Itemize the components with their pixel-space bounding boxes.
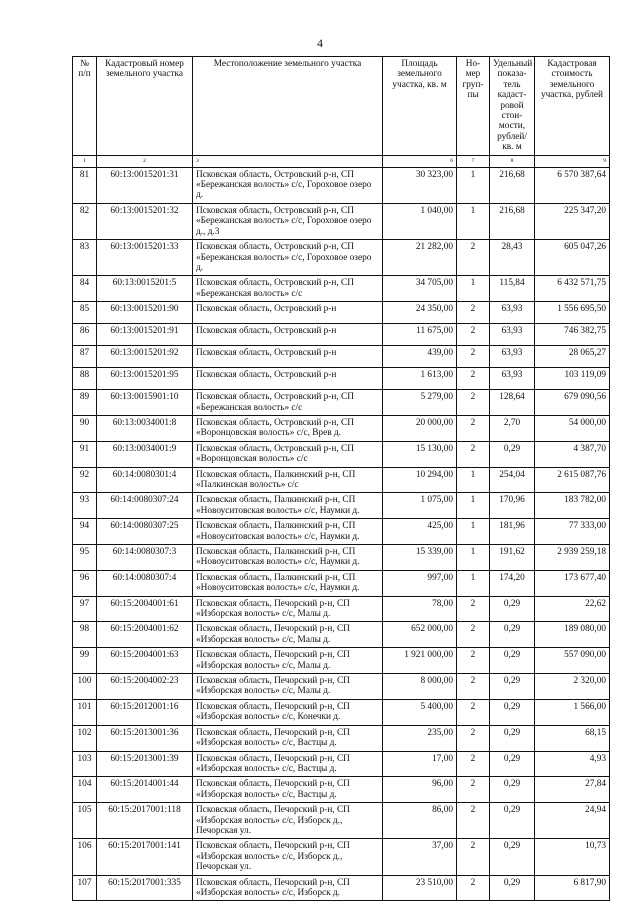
group-number-cell: 1 xyxy=(457,167,490,203)
group-number-cell: 2 xyxy=(457,346,490,368)
location-cell: Псковская область, Печорский р-н, СП «Изборская волость» с/с, Малы д. xyxy=(193,674,383,700)
row-number-cell: 100 xyxy=(73,674,97,700)
location-cell: Псковская область, Палкинский р-н, СП «Новоуситовская волость» с/с, Наумки д. xyxy=(193,493,383,519)
area-cell: 20 000,00 xyxy=(383,415,457,441)
cadastral-value-cell: 2 615 087,76 xyxy=(535,467,610,493)
area-cell: 652 000,00 xyxy=(383,622,457,648)
cadastral-value-cell: 6 570 387,64 xyxy=(535,167,610,203)
specific-value-cell: 0,29 xyxy=(490,777,535,803)
row-number-cell: 96 xyxy=(73,570,97,596)
cadastral-number-cell: 60:13:0015201:90 xyxy=(97,302,193,324)
specific-value-cell: 63,93 xyxy=(490,302,535,324)
table-row xyxy=(73,751,610,777)
group-number-cell: 1 xyxy=(457,519,490,545)
table-body xyxy=(73,167,610,901)
column-index: 1 xyxy=(73,155,97,167)
specific-value-cell: 216,68 xyxy=(490,203,535,239)
group-number-cell: 2 xyxy=(457,839,490,875)
row-number-cell: 81 xyxy=(73,167,97,203)
location-cell: Псковская область, Печорский р-н, СП «Изборская волость» с/с, Изборск д., Печорская ул. xyxy=(193,839,383,875)
specific-value-cell: 0,29 xyxy=(490,622,535,648)
table-row xyxy=(73,725,610,751)
group-number-cell: 2 xyxy=(457,390,490,416)
location-cell: Псковская область, Печорский р-н, СП «Изборская волость» с/с, Вастцы д. xyxy=(193,725,383,751)
row-number-cell: 106 xyxy=(73,839,97,875)
table-row xyxy=(73,493,610,519)
header-cadastral-value: Кадастровая стоимость земельного участка, рублей xyxy=(535,57,610,156)
specific-value-cell: 0,29 xyxy=(490,441,535,467)
location-cell: Псковская область, Островский р-н xyxy=(193,324,383,346)
group-number-cell: 2 xyxy=(457,240,490,276)
area-cell: 23 510,00 xyxy=(383,875,457,901)
cadastral-number-cell: 60:14:0080307:25 xyxy=(97,519,193,545)
cadastral-value-cell: 746 382,75 xyxy=(535,324,610,346)
table-row xyxy=(73,302,610,324)
cadastral-number-cell: 60:13:0015901:10 xyxy=(97,390,193,416)
cadastral-number-cell: 60:15:2004001:63 xyxy=(97,648,193,674)
cadastral-value-cell: 1 556 695,50 xyxy=(535,302,610,324)
area-cell: 15 339,00 xyxy=(383,545,457,571)
row-number-cell: 107 xyxy=(73,875,97,901)
cadastral-number-cell: 60:13:0034001:9 xyxy=(97,441,193,467)
group-number-cell: 2 xyxy=(457,674,490,700)
specific-value-cell: 174,20 xyxy=(490,570,535,596)
row-number-cell: 93 xyxy=(73,493,97,519)
cadastral-value-cell: 1 566,00 xyxy=(535,699,610,725)
cadastral-value-cell: 68,15 xyxy=(535,725,610,751)
group-number-cell: 2 xyxy=(457,803,490,839)
cadastral-number-cell: 60:15:2013001:36 xyxy=(97,725,193,751)
table-row xyxy=(73,324,610,346)
group-number-cell: 2 xyxy=(457,875,490,901)
area-cell: 5 400,00 xyxy=(383,699,457,725)
table-row xyxy=(73,545,610,571)
location-cell: Псковская область, Печорский р-н, СП «Изборская волость» с/с, Изборск д., Печорская ул. xyxy=(193,803,383,839)
location-cell: Псковская область, Островский р-н xyxy=(193,368,383,390)
location-cell: Псковская область, Палкинский р-н, СП «Новоуситовская волость» с/с, Наумки д. xyxy=(193,570,383,596)
location-cell: Псковская область, Печорский р-н, СП «Изборская волость» с/с, Вастцы д. xyxy=(193,751,383,777)
cadastral-value-table xyxy=(72,56,610,901)
group-number-cell: 2 xyxy=(457,648,490,674)
location-cell: Псковская область, Печорский р-н, СП «Изборская волость» с/с, Изборск д. xyxy=(193,875,383,901)
table-row xyxy=(73,839,610,875)
group-number-cell: 2 xyxy=(457,324,490,346)
table-row xyxy=(73,622,610,648)
cadastral-number-cell: 60:15:2017001:141 xyxy=(97,839,193,875)
cadastral-value-cell: 2 320,00 xyxy=(535,674,610,700)
row-number-cell: 102 xyxy=(73,725,97,751)
column-index: 6 xyxy=(383,155,457,167)
group-number-cell: 2 xyxy=(457,368,490,390)
specific-value-cell: 0,29 xyxy=(490,875,535,901)
cadastral-value-cell: 77 333,00 xyxy=(535,519,610,545)
table-row xyxy=(73,467,610,493)
cadastral-value-cell: 24,94 xyxy=(535,803,610,839)
row-number-cell: 92 xyxy=(73,467,97,493)
cadastral-value-cell: 557 090,00 xyxy=(535,648,610,674)
table-row xyxy=(73,570,610,596)
table-row xyxy=(73,674,610,700)
cadastral-value-cell: 103 119,09 xyxy=(535,368,610,390)
specific-value-cell: 191,62 xyxy=(490,545,535,571)
header-group: Но-мер груп-пы xyxy=(457,57,490,156)
cadastral-value-cell: 173 677,40 xyxy=(535,570,610,596)
cadastral-number-cell: 60:15:2004002:23 xyxy=(97,674,193,700)
row-number-cell: 84 xyxy=(73,276,97,302)
cadastral-number-cell: 60:13:0015201:33 xyxy=(97,240,193,276)
cadastral-value-cell: 4,93 xyxy=(535,751,610,777)
location-cell: Псковская область, Островский р-н, СП «Бережанская волость» с/с, Гороховое озеро д. xyxy=(193,240,383,276)
location-cell: Псковская область, Палкинский р-н, СП «Новоуситовская волость» с/с, Наумки д. xyxy=(193,519,383,545)
specific-value-cell: 0,29 xyxy=(490,674,535,700)
location-cell: Псковская область, Палкинский р-н, СП «Палкинская волость» с/с xyxy=(193,467,383,493)
location-cell: Псковская область, Островский р-н, СП «Бережанская волость» с/с xyxy=(193,390,383,416)
area-cell: 78,00 xyxy=(383,596,457,622)
specific-value-cell: 0,29 xyxy=(490,803,535,839)
table-row xyxy=(73,648,610,674)
location-cell: Псковская область, Печорский р-н, СП «Изборская волость» с/с, Конечки д. xyxy=(193,699,383,725)
row-number-cell: 90 xyxy=(73,415,97,441)
cadastral-number-cell: 60:15:2017001:335 xyxy=(97,875,193,901)
specific-value-cell: 63,93 xyxy=(490,368,535,390)
cadastral-value-cell: 605 047,26 xyxy=(535,240,610,276)
specific-value-cell: 0,29 xyxy=(490,699,535,725)
cadastral-number-cell: 60:13:0034001:8 xyxy=(97,415,193,441)
cadastral-number-cell: 60:15:2014001:44 xyxy=(97,777,193,803)
area-cell: 37,00 xyxy=(383,839,457,875)
row-number-cell: 87 xyxy=(73,346,97,368)
area-cell: 30 323,00 xyxy=(383,167,457,203)
cadastral-number-cell: 60:14:0080307:24 xyxy=(97,493,193,519)
group-number-cell: 2 xyxy=(457,622,490,648)
row-number-cell: 82 xyxy=(73,203,97,239)
table-row xyxy=(73,346,610,368)
cadastral-number-cell: 60:14:0080307:3 xyxy=(97,545,193,571)
row-number-cell: 88 xyxy=(73,368,97,390)
cadastral-value-cell: 10,73 xyxy=(535,839,610,875)
header-cadastral-number: Кадастровый номер земельного участка xyxy=(97,57,193,156)
group-number-cell: 1 xyxy=(457,545,490,571)
row-number-cell: 94 xyxy=(73,519,97,545)
column-index: 7 xyxy=(457,155,490,167)
cadastral-value-cell: 679 090,56 xyxy=(535,390,610,416)
area-cell: 15 130,00 xyxy=(383,441,457,467)
area-cell: 1 040,00 xyxy=(383,203,457,239)
column-index-row xyxy=(73,155,610,167)
area-cell: 86,00 xyxy=(383,803,457,839)
group-number-cell: 2 xyxy=(457,777,490,803)
column-index: 2 xyxy=(97,155,193,167)
area-cell: 235,00 xyxy=(383,725,457,751)
group-number-cell: 1 xyxy=(457,493,490,519)
cadastral-number-cell: 60:15:2004001:62 xyxy=(97,622,193,648)
area-cell: 96,00 xyxy=(383,777,457,803)
row-number-cell: 104 xyxy=(73,777,97,803)
cadastral-number-cell: 60:15:2013001:39 xyxy=(97,751,193,777)
specific-value-cell: 63,93 xyxy=(490,346,535,368)
row-number-cell: 105 xyxy=(73,803,97,839)
group-number-cell: 1 xyxy=(457,203,490,239)
area-cell: 1 613,00 xyxy=(383,368,457,390)
table-row xyxy=(73,167,610,203)
cadastral-value-cell: 6 432 571,75 xyxy=(535,276,610,302)
location-cell: Псковская область, Островский р-н xyxy=(193,346,383,368)
specific-value-cell: 0,29 xyxy=(490,751,535,777)
area-cell: 21 282,00 xyxy=(383,240,457,276)
row-number-cell: 101 xyxy=(73,699,97,725)
row-number-cell: 89 xyxy=(73,390,97,416)
header-specific-value: Удельный показа-тель кадаст-ровой стои-мости, рублей/ кв. м xyxy=(490,57,535,156)
column-index: 3 xyxy=(193,155,383,167)
area-cell: 10 294,00 xyxy=(383,467,457,493)
area-cell: 17,00 xyxy=(383,751,457,777)
area-cell: 1 075,00 xyxy=(383,493,457,519)
table-row xyxy=(73,240,610,276)
table-row xyxy=(73,875,610,901)
specific-value-cell: 28,43 xyxy=(490,240,535,276)
table-row xyxy=(73,368,610,390)
specific-value-cell: 0,29 xyxy=(490,839,535,875)
row-number-cell: 86 xyxy=(73,324,97,346)
location-cell: Псковская область, Печорский р-н, СП «Изборская волость» с/с, Вастцы д. xyxy=(193,777,383,803)
cadastral-number-cell: 60:14:0080301:4 xyxy=(97,467,193,493)
location-cell: Псковская область, Печорский р-н, СП «Изборская волость» с/с, Малы д. xyxy=(193,648,383,674)
cadastral-number-cell: 60:15:2012001:16 xyxy=(97,699,193,725)
table-row xyxy=(73,276,610,302)
table-row xyxy=(73,390,610,416)
specific-value-cell: 254,04 xyxy=(490,467,535,493)
cadastral-value-cell: 225 347,20 xyxy=(535,203,610,239)
specific-value-cell: 0,29 xyxy=(490,596,535,622)
location-cell: Псковская область, Островский р-н, СП «Воронцовская волость» с/с xyxy=(193,441,383,467)
location-cell: Псковская область, Печорский р-н, СП «Изборская волость» с/с, Малы д. xyxy=(193,622,383,648)
cadastral-number-cell: 60:13:0015201:91 xyxy=(97,324,193,346)
area-cell: 439,00 xyxy=(383,346,457,368)
group-number-cell: 2 xyxy=(457,699,490,725)
cadastral-number-cell: 60:15:2017001:118 xyxy=(97,803,193,839)
area-cell: 34 705,00 xyxy=(383,276,457,302)
specific-value-cell: 128,64 xyxy=(490,390,535,416)
group-number-cell: 2 xyxy=(457,725,490,751)
group-number-cell: 2 xyxy=(457,751,490,777)
table-row xyxy=(73,441,610,467)
location-cell: Псковская область, Островский р-н xyxy=(193,302,383,324)
column-index: 9 xyxy=(535,155,610,167)
row-number-cell: 85 xyxy=(73,302,97,324)
specific-value-cell: 0,29 xyxy=(490,725,535,751)
table-row xyxy=(73,596,610,622)
header-number: № п/п xyxy=(73,57,97,156)
group-number-cell: 2 xyxy=(457,302,490,324)
area-cell: 24 350,00 xyxy=(383,302,457,324)
cadastral-value-cell: 27,84 xyxy=(535,777,610,803)
row-number-cell: 91 xyxy=(73,441,97,467)
location-cell: Псковская область, Островский р-н, СП «Воронцовская волость» с/с, Врев д. xyxy=(193,415,383,441)
specific-value-cell: 181,96 xyxy=(490,519,535,545)
row-number-cell: 83 xyxy=(73,240,97,276)
cadastral-number-cell: 60:13:0015201:95 xyxy=(97,368,193,390)
row-number-cell: 98 xyxy=(73,622,97,648)
cadastral-number-cell: 60:15:2004001:61 xyxy=(97,596,193,622)
location-cell: Псковская область, Палкинский р-н, СП «Новоуситовская волость» с/с, Наумки д. xyxy=(193,545,383,571)
table-row xyxy=(73,519,610,545)
table-row xyxy=(73,803,610,839)
cadastral-value-cell: 22,62 xyxy=(535,596,610,622)
location-cell: Псковская область, Островский р-н, СП «Бережанская волость» с/с, Гороховое озеро д., д.3 xyxy=(193,203,383,239)
area-cell: 8 000,00 xyxy=(383,674,457,700)
cadastral-value-cell: 4 387,70 xyxy=(535,441,610,467)
row-number-cell: 103 xyxy=(73,751,97,777)
cadastral-value-cell: 189 080,00 xyxy=(535,622,610,648)
specific-value-cell: 63,93 xyxy=(490,324,535,346)
group-number-cell: 1 xyxy=(457,276,490,302)
area-cell: 997,00 xyxy=(383,570,457,596)
specific-value-cell: 0,29 xyxy=(490,648,535,674)
cadastral-number-cell: 60:13:0015201:92 xyxy=(97,346,193,368)
table-header-row xyxy=(73,57,610,156)
page-number: 4 xyxy=(317,36,323,50)
header-area: Площадь земельного участка, кв. м xyxy=(383,57,457,156)
row-number-cell: 95 xyxy=(73,545,97,571)
group-number-cell: 1 xyxy=(457,570,490,596)
specific-value-cell: 170,96 xyxy=(490,493,535,519)
area-cell: 5 279,00 xyxy=(383,390,457,416)
location-cell: Псковская область, Островский р-н, СП «Бережанская волость» с/с xyxy=(193,276,383,302)
group-number-cell: 1 xyxy=(457,467,490,493)
table-row xyxy=(73,699,610,725)
cadastral-value-cell: 28 065,27 xyxy=(535,346,610,368)
specific-value-cell: 2,70 xyxy=(490,415,535,441)
cadastral-value-cell: 2 939 259,18 xyxy=(535,545,610,571)
specific-value-cell: 115,84 xyxy=(490,276,535,302)
row-number-cell: 97 xyxy=(73,596,97,622)
table-row xyxy=(73,415,610,441)
row-number-cell: 99 xyxy=(73,648,97,674)
column-index: 8 xyxy=(490,155,535,167)
table-row xyxy=(73,777,610,803)
cadastral-number-cell: 60:13:0015201:32 xyxy=(97,203,193,239)
table-row xyxy=(73,203,610,239)
group-number-cell: 2 xyxy=(457,596,490,622)
cadastral-number-cell: 60:13:0015201:5 xyxy=(97,276,193,302)
cadastral-number-cell: 60:14:0080307:4 xyxy=(97,570,193,596)
area-cell: 1 921 000,00 xyxy=(383,648,457,674)
group-number-cell: 2 xyxy=(457,441,490,467)
cadastral-value-cell: 54 000,00 xyxy=(535,415,610,441)
area-cell: 425,00 xyxy=(383,519,457,545)
specific-value-cell: 216,68 xyxy=(490,167,535,203)
location-cell: Псковская область, Островский р-н, СП «Бережанская волость» с/с, Гороховое озеро д. xyxy=(193,167,383,203)
cadastral-number-cell: 60:13:0015201:31 xyxy=(97,167,193,203)
cadastral-value-cell: 6 817,90 xyxy=(535,875,610,901)
cadastral-value-cell: 183 782,00 xyxy=(535,493,610,519)
area-cell: 11 675,00 xyxy=(383,324,457,346)
location-cell: Псковская область, Печорский р-н, СП «Изборская волость» с/с, Малы д. xyxy=(193,596,383,622)
group-number-cell: 2 xyxy=(457,415,490,441)
header-location: Местоположение земельного участка xyxy=(193,57,383,156)
